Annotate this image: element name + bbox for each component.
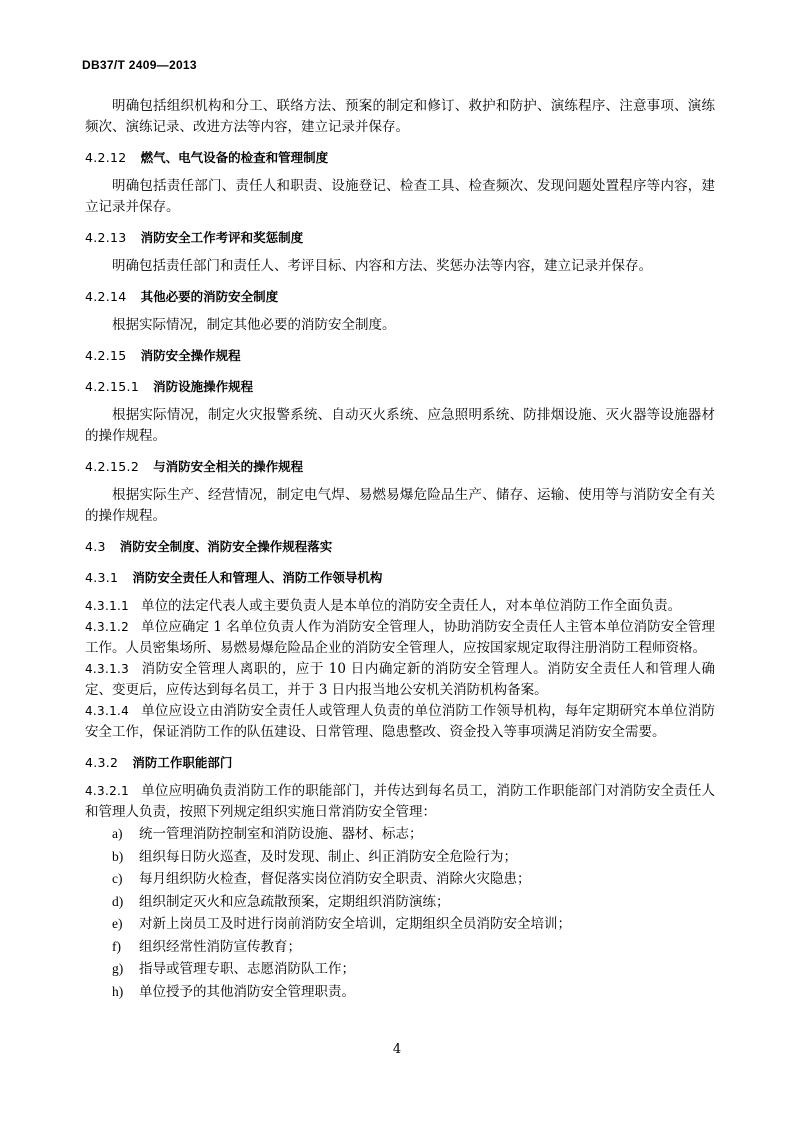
clause-number: 4.3.1.4 [85,704,130,718]
numbered-clause [85,659,715,701]
list-item-text: 统一管理消防控制室和消防设施、器材、标志； [139,826,423,842]
list-item [112,823,715,846]
list-item-text: 每月组织防火检查，督促落实岗位消防安全职责、消除火灾隐患； [139,871,531,887]
section-number: 4.3.1 [85,570,119,585]
section-number: 4.2.15 [85,348,127,363]
clause-number: 4.3.1.1 [85,599,130,613]
body-paragraph: 明确包括责任部门、责任人和职责、设施登记、检查工具、检查频次、发现问题处置程序等内容，建立记录并保存。 [85,178,715,215]
section-number: 4.2.14 [85,289,127,304]
section-number: 4.3 [85,539,106,554]
section-heading [85,147,715,169]
body-paragraph: 根据实际生产、经营情况，制定电气焊、易燃易爆危险品生产、储存、运输、使用等与消防安全有关的操作规程。 [85,487,715,524]
list-item-text: 单位授予的其他消防安全管理职责。 [139,983,355,1000]
section-title: 消防安全制度、消防安全操作规程落实 [119,539,333,554]
list-item-label: b) [112,848,124,864]
list-item [112,868,715,891]
list-item [112,913,715,936]
section-number: 4.3.2 [85,755,119,770]
list-item-label: c) [112,871,123,886]
duty-list [85,823,715,1003]
list-item-label: h) [112,983,124,999]
clause-number: 4.3.2.1 [85,784,130,798]
list-item-label: d) [112,893,124,909]
list-item [112,891,715,914]
section-number: 4.2.15.1 [85,379,140,394]
clause-number: 4.3.1.3 [85,662,130,676]
section-heading [85,345,715,367]
section-heading [85,376,715,398]
list-item-label: a) [112,826,123,841]
section-heading [85,536,715,558]
list-item-label: e) [112,916,123,931]
section-heading [85,567,715,589]
numbered-clause [85,617,715,659]
body-paragraph: 明确包括组织机构和分工、联络方法、预案的制定和修订、救护和防护、演练程序、注意事项、演练频次、演练记录、改进方法等内容，建立记录并保存。 [85,98,715,135]
clause-text: 单位的法定代表人或主要负责人是本单位的消防安全责任人，对本单位消防工作全面负责。 [141,598,682,614]
list-item-text: 对新上岗员工及时进行岗前消防安全培训，定期组织全员消防安全培训； [139,916,571,932]
section-title: 消防安全工作考评和奖惩制度 [140,230,304,245]
body-paragraph: 根据实际情况，制定火灾报警系统、自动灭火系统、应急照明系统、防排烟设施、灭火器等设施器材的操作规程。 [85,407,715,444]
list-item [112,958,715,981]
section-heading [85,286,715,308]
clause-text: 单位应确定 1 名单位负责人作为消防安全管理人，协助消防安全责任人主管本单位消防安全管理工作。人员密集场所、易燃易爆危险品企业的消防安全管理人，应按国家规定取得注册消防工程师资格。 [85,619,715,656]
clause-text: 消防安全管理人离职的，应于 10 日内确定新的消防安全管理人。消防安全责任人和管理人确定、变更后，应传达到每名员工，并于 3 日内报当地公安机关消防机构备案。 [85,661,715,698]
section-heading [85,456,715,478]
numbered-clause [85,781,715,823]
list-item-label: f) [112,938,121,954]
list-item-text: 组织经常性消防宣传教育； [139,938,301,955]
numbered-clause [85,596,715,617]
section-title: 消防设施操作规程 [153,379,254,394]
list-item-text: 指导或管理专职、志愿消防队工作； [139,961,355,977]
section-title: 其他必要的消防安全制度 [140,289,279,304]
section-title: 燃气、电气设备的检查和管理制度 [140,150,329,165]
clause-text: 单位应明确负责消防工作的职能部门，并传达到每名员工，消防工作职能部门对消防安全责任人和管理人负责，按照下列规定组织实施日常消防安全管理： [85,783,715,820]
section-heading [85,752,715,774]
document-body [85,96,715,1003]
list-item-text: 组织制定灭火和应急疏散预案，定期组织消防演练； [139,893,450,910]
list-item [112,846,715,869]
numbered-clause [85,701,715,743]
clause-number: 4.3.1.2 [85,620,130,634]
list-item [112,936,715,959]
body-paragraph: 根据实际情况，制定其他必要的消防安全制度。 [112,317,396,333]
document-code: DB37/T 2409—2013 [82,58,197,72]
section-number: 4.2.12 [85,150,127,165]
section-number: 4.2.15.2 [85,459,140,474]
section-heading [85,227,715,249]
body-paragraph: 明确包括责任部门和责任人、考评目标、内容和方法、奖惩办法等内容，建立记录并保存。 [112,258,652,274]
list-item [112,981,715,1004]
list-item-label: g) [112,961,124,976]
section-title: 消防工作职能部门 [132,755,233,770]
section-title: 与消防安全相关的操作规程 [153,459,304,474]
page-number: 4 [392,1042,402,1057]
section-title: 消防安全操作规程 [140,348,241,363]
clause-text: 单位应设立由消防安全责任人或管理人负责的单位消防工作领导机构，每年定期研究本单位消防安全工作，保证消防工作的队伍建设、日常管理、隐患整改、资金投入等事项满足消防安全需要。 [85,703,715,740]
section-title: 消防安全责任人和管理人、消防工作领导机构 [132,570,383,585]
list-item-text: 组织每日防火巡查，及时发现、制止、纠正消防安全危险行为； [139,848,517,865]
section-number: 4.2.13 [85,230,127,245]
